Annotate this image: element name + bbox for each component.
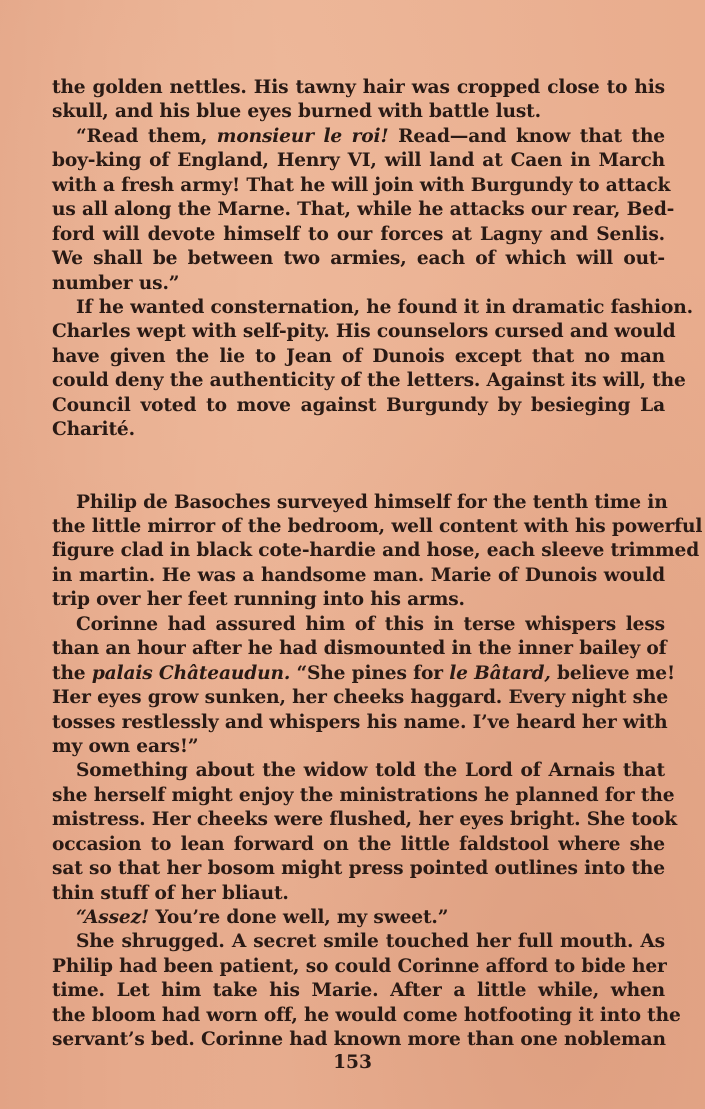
text-line: servant’s bed. Corinne had known more than one nobleman: [52, 1029, 666, 1051]
paragraph: [52, 906, 665, 930]
body-text: [52, 76, 703, 1053]
italic-phrase: “Assez!: [76, 907, 149, 928]
text-line: could deny the authenticity of the letters. Against its will, the: [52, 370, 686, 392]
text-line: in martin. He was a handsome man. Marie of Dunois would: [52, 564, 665, 586]
text-run: believe me!: [550, 662, 675, 684]
text-line: occasion to lean forward on the little faldstool where she: [52, 833, 665, 855]
text-line: my own ears!”: [52, 735, 199, 757]
text-line: Something about the widow told the Lord of Arnais that: [76, 760, 665, 782]
text-line: [52, 906, 665, 930]
text-line: Council voted to move against Burgundy by besieging La: [52, 394, 665, 416]
text-line: she herself might enjoy the ministrations he planned for the: [52, 784, 675, 806]
paragraph: [52, 296, 693, 443]
paragraph: [52, 613, 675, 760]
text-line: Charité.: [52, 419, 135, 441]
text-line: the little mirror of the bedroom, well content with his powerful: [52, 516, 703, 537]
text-line: tosses restlessly and whispers his name. I’ve heard her with: [52, 711, 668, 733]
text-line: number us.”: [52, 272, 180, 294]
text-line: If he wanted consternation, he found it in dramatic fashion.: [76, 296, 693, 318]
text-line: with a fresh army! That he will join with Burgundy to attack: [52, 174, 671, 196]
text-line: sat so that her bosom might press pointed outlines into the: [52, 858, 665, 880]
text-line: ford will devote himself to our forces at Lagny and Senlis.: [52, 223, 665, 245]
text-line: figure clad in black cote-hardie and hose, each sleeve trimmed: [52, 540, 700, 562]
italic-phrase: le Bâtard,: [449, 662, 551, 684]
text-run: the: [52, 662, 92, 684]
text-line: She shrugged. A secret smile touched her full mouth. As: [76, 931, 665, 953]
text-line: thin stuff of her bliaut.: [52, 882, 289, 904]
paragraph: [52, 125, 675, 296]
text-line: Philip had been patient, so could Corinne afford to bide her: [52, 955, 667, 977]
text-line: Her eyes grow sunken, her cheeks haggard. Every night she: [52, 687, 669, 709]
text-run: Read—and know that the: [388, 125, 665, 147]
paragraph: [52, 930, 681, 1052]
text-line: have given the lie to Jean of Dunois except that no man: [52, 345, 665, 367]
text-line: boy-king of England, Henry VI, will land at Caen in March: [52, 150, 665, 172]
text-run: “Read them,: [76, 125, 217, 147]
text-line: than an hour after he had dismounted in the inner bailey of: [52, 638, 667, 660]
text-line: [52, 662, 675, 686]
text-line: us all along the Marne. That, while he attacks our rear, Bed-: [52, 199, 675, 221]
text-line: We shall be between two armies, each of which will out-: [52, 248, 665, 270]
text-run: “She pines for: [290, 662, 450, 684]
text-line: the bloom had worn off, he would come hotfooting it into the: [52, 1004, 681, 1026]
page-number: 153: [333, 1052, 372, 1073]
text-line: Philip de Basoches surveyed himself for the tenth time in: [76, 491, 668, 513]
text-line: the golden nettles. His tawny hair was cropped close to his: [52, 77, 665, 98]
section-break: [52, 443, 665, 491]
text-line: time. Let him take his Marie. After a little while, when: [52, 980, 665, 1002]
text-line: Charles wept with self-pity. His counselors cursed and would: [52, 321, 676, 343]
italic-phrase: palais Châteaudun.: [91, 662, 291, 684]
text-line: mistress. Her cheeks were flushed, her eyes bright. She took: [52, 809, 678, 831]
paragraph: [52, 759, 678, 906]
paragraph: [52, 491, 703, 613]
text-line: [52, 125, 665, 149]
text-line: Corinne had assured him of this in terse whispers less: [76, 613, 665, 635]
text-line: trip over her feet running into his arms.: [52, 589, 465, 611]
text-run: You’re done well, my sweet.”: [149, 907, 449, 928]
paragraph: [52, 76, 665, 125]
text-line: skull, and his blue eyes burned with battle lust.: [52, 101, 541, 123]
italic-phrase: monsieur le roi!: [216, 125, 389, 147]
